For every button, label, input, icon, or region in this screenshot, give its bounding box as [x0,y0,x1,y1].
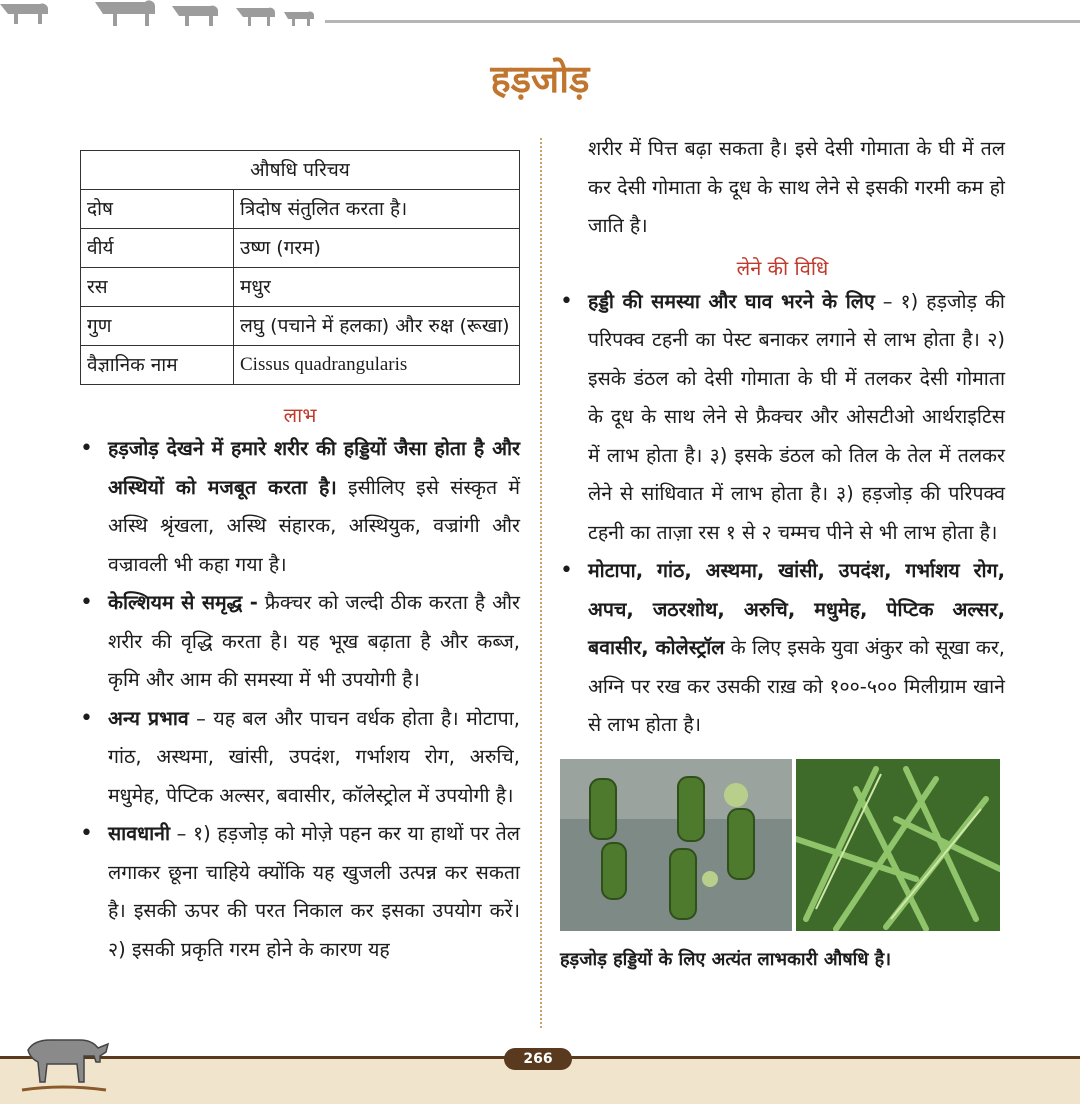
bullet-icon: • [80,821,93,846]
table-row [81,190,520,229]
list-item [560,283,1005,553]
herb-info-table [80,150,520,385]
list-item [560,552,1005,745]
herb-shoots-photo [796,759,1000,931]
list-item [80,700,520,816]
table-key: वीर्य [81,229,234,268]
herb-stem-photo [560,759,792,931]
table-value: मधुर [234,268,520,307]
benefits-list [80,430,520,969]
column-divider [540,138,542,1028]
herb-photos [560,759,1005,931]
item-bold: हड्डी की समस्या और घाव भरने के लिए [588,289,875,313]
table-value: Cissus quadrangularis [234,346,520,385]
item-text: इसीलिए इसे संस्कृत में अस्थि श्रृंखला, अस्थि संहारक, अस्थियुक, वज्रांगी और वज्रावली भी कहा गया है। [108,475,521,576]
table-row [81,307,520,346]
item-text: – १) हड़जोड़ को मोज़े पहन कर या हाथों पर तेल लगाकर छूना चाहिये क्योंकि यह खुजली उत्पन्न कर सकता है। इसकी ऊपर की परत निकाल कर इसका उपयोग करें। २) इसकी प्रकृति गरम होने के कारण यह [108,822,520,961]
bullet-icon: • [80,436,93,461]
table-row [81,229,520,268]
method-list [560,283,1005,745]
table-value: लघु (पचाने में हलका) और रुक्ष (रूखा) [234,307,520,346]
table-key: दोष [81,190,234,229]
table-key: वैज्ञानिक नाम [81,346,234,385]
continuation-text: शरीर में पित्त बढ़ा सकता है। इसे देसी गोमाता के घी में तल कर देसी गोमाता के दूध के साथ लेने से इसकी गरमी कम हो जाति है। [588,137,1005,237]
photo-caption: हड़जोड़ हड्डियों के लिए अत्यंत लाभकारी औषधि है। [560,948,892,970]
right-column [560,130,1005,971]
table-row [81,268,520,307]
bullet-icon: • [560,558,573,583]
table-key: गुण [81,307,234,346]
table-value: त्रिदोष संतुलित करता है। [234,190,520,229]
table-key: रस [81,268,234,307]
item-text: – १) हड़जोड़ की परिपक्व टहनी का पेस्ट बनाकर लगाने से लाभ होता है। २) इसके डंठल को देसी गोमाता के घी में तलकर देसी गोमाता के दूध के साथ लेने से फ्रैक्चर और ओसटीओ आर्थराइटिस में लाभ होता है। ३) इसके डंठल को तिल के तेल में तलकर लेने से सांधिवात में लाभ होता है। ३) हड़जोड़ की परिपक्व टहनी का ताज़ा रस १ से २ चम्मच पीने से भी लाभ होता है। [588,289,1005,544]
item-bold: हड़जोड़ देखने में हमारे शरीर की हड्डियों जैसा होता है और अस्थियों को मजबूत करता है। [108,437,520,499]
item-bold: मोटापा, गांठ, अस्थमा, खांसी, उपदंश, गर्भाशय रोग, अपच, जठरशोथ, अरुचि, मधुमेह, पेप्टिक अल्सर, बवासीर, कोलेस्ट्रॉल [588,559,1005,659]
item-text: के लिए इसके युवा अंकुर को सूखा कर, अग्नि पर रख कर उसकी राख़ को १००-५०० मिलीग्राम खाने से लाभ होता है। [588,636,1005,736]
item-text: – यह बल और पाचन वर्धक होता है। मोटापा, गांठ, अस्थमा, खांसी, उपदंश, गर्भाशय रोग, अरुचि, मधुमेह, पेप्टिक अल्सर, बवासीर, कॉलेस्ट्रोल में उपयोगी है। [108,706,520,807]
cow-illustration [14,1028,110,1094]
list-item [80,584,520,700]
bullet-icon: • [80,705,93,731]
bullet-icon: • [560,288,573,314]
table-value: उष्ण (गरम) [234,229,520,268]
header-rule [325,20,1080,23]
method-heading: लेने की विधि [736,255,829,280]
page-number: 266 [504,1048,572,1070]
table-row [81,151,520,190]
left-column [80,150,520,969]
item-bold: अन्य प्रभाव [108,706,189,730]
item-bold: सावधानी [108,822,170,845]
benefits-heading: लाभ [283,403,317,427]
table-heading: औषधि परिचय [81,151,520,190]
table-row [81,346,520,385]
page-title: हड़जोड़ [490,57,590,101]
list-item [80,430,520,584]
item-bold: केल्शियम से समृद्ध - [108,591,258,614]
bullet-icon: • [80,590,93,615]
header-cattle-silhouettes [0,0,330,30]
item-text: फ्रैक्चर को जल्दी ठीक करता है और शरीर की वृद्धि करता है। यह भूख बढ़ाता है और कब्ज, कृमि और आम की समस्या में भी उपयोगी है। [108,591,520,691]
list-item [80,815,520,969]
